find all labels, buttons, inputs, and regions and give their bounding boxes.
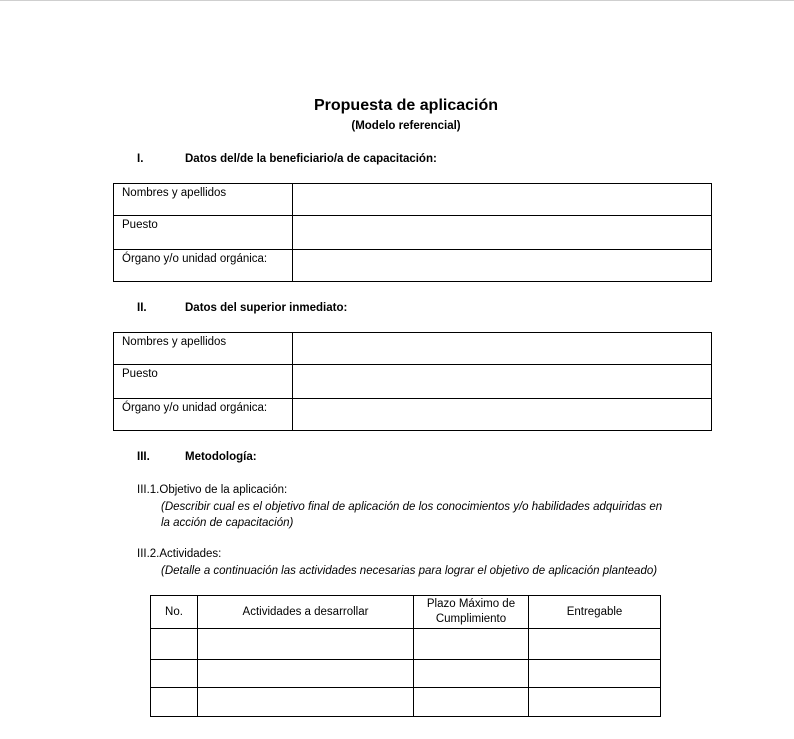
- field-label-organo: Órgano y/o unidad orgánica:: [114, 250, 293, 282]
- table-cell[interactable]: [414, 629, 529, 660]
- table-cell[interactable]: [198, 688, 414, 717]
- objective-note-line1: (Describir cual es el objetivo final de aplicación de los conocimientos y/o habilidades adquiridas en: [161, 501, 663, 513]
- field-value-organo[interactable]: [293, 250, 712, 282]
- objective-heading: III.1.Objetivo de la aplicación:: [137, 484, 288, 496]
- activities-table: [150, 595, 661, 717]
- table-row: [151, 688, 661, 717]
- column-header-entregable: Entregable: [529, 596, 661, 629]
- objective-note-line2: la acción de capacitación): [161, 517, 294, 529]
- section2-title: Datos del superior inmediato:: [185, 302, 348, 314]
- table-cell[interactable]: [529, 660, 661, 688]
- column-header-actividades: Actividades a desarrollar: [198, 596, 414, 629]
- section1-title: Datos del/de la beneficiario/a de capacitación:: [185, 153, 437, 165]
- column-header-no: No.: [151, 596, 198, 629]
- table-row: [114, 184, 712, 216]
- activities-note: (Detalle a continuación las actividades necesarias para lograr el objetivo de aplicación planteado): [161, 565, 658, 577]
- table-row: [151, 660, 661, 688]
- field-label-puesto: Puesto: [114, 365, 293, 399]
- field-label-nombres: Nombres y apellidos: [114, 333, 293, 365]
- field-value-organo[interactable]: [293, 399, 712, 431]
- document-subtitle: (Modelo referencial): [351, 120, 461, 132]
- field-value-puesto[interactable]: [293, 365, 712, 399]
- table-cell[interactable]: [529, 629, 661, 660]
- section3-number: III.: [137, 451, 150, 463]
- field-value-nombres[interactable]: [293, 333, 712, 365]
- column-header-plazo-line2: Cumplimiento: [435, 613, 507, 625]
- field-label-puesto: Puesto: [114, 216, 293, 250]
- table-row: [114, 333, 712, 365]
- supervisor-table: [113, 332, 712, 431]
- table-cell[interactable]: [198, 629, 414, 660]
- table-cell[interactable]: [151, 660, 198, 688]
- table-cell[interactable]: [151, 688, 198, 717]
- table-cell[interactable]: [198, 660, 414, 688]
- field-value-puesto[interactable]: [293, 216, 712, 250]
- table-cell[interactable]: [414, 660, 529, 688]
- section1-number: I.: [137, 153, 144, 165]
- field-label-organo: Órgano y/o unidad orgánica:: [114, 399, 293, 431]
- table-row: [114, 250, 712, 282]
- table-row: [151, 629, 661, 660]
- table-cell[interactable]: [529, 688, 661, 717]
- section3-title: Metodología:: [185, 451, 257, 463]
- column-header-plazo: [414, 596, 529, 629]
- field-label-nombres: Nombres y apellidos: [114, 184, 293, 216]
- table-row: [114, 399, 712, 431]
- page-top-border: [0, 0, 794, 1]
- document-title: Propuesta de aplicación: [313, 97, 499, 114]
- table-row: [114, 365, 712, 399]
- beneficiary-table: [113, 183, 712, 282]
- table-row: [114, 216, 712, 250]
- activities-heading: III.2.Actividades:: [137, 548, 222, 560]
- field-value-nombres[interactable]: [293, 184, 712, 216]
- table-cell[interactable]: [151, 629, 198, 660]
- table-cell[interactable]: [414, 688, 529, 717]
- column-header-plazo-line1: Plazo Máximo de: [426, 598, 516, 610]
- section2-number: II.: [137, 302, 147, 314]
- table-header-row: [151, 596, 661, 629]
